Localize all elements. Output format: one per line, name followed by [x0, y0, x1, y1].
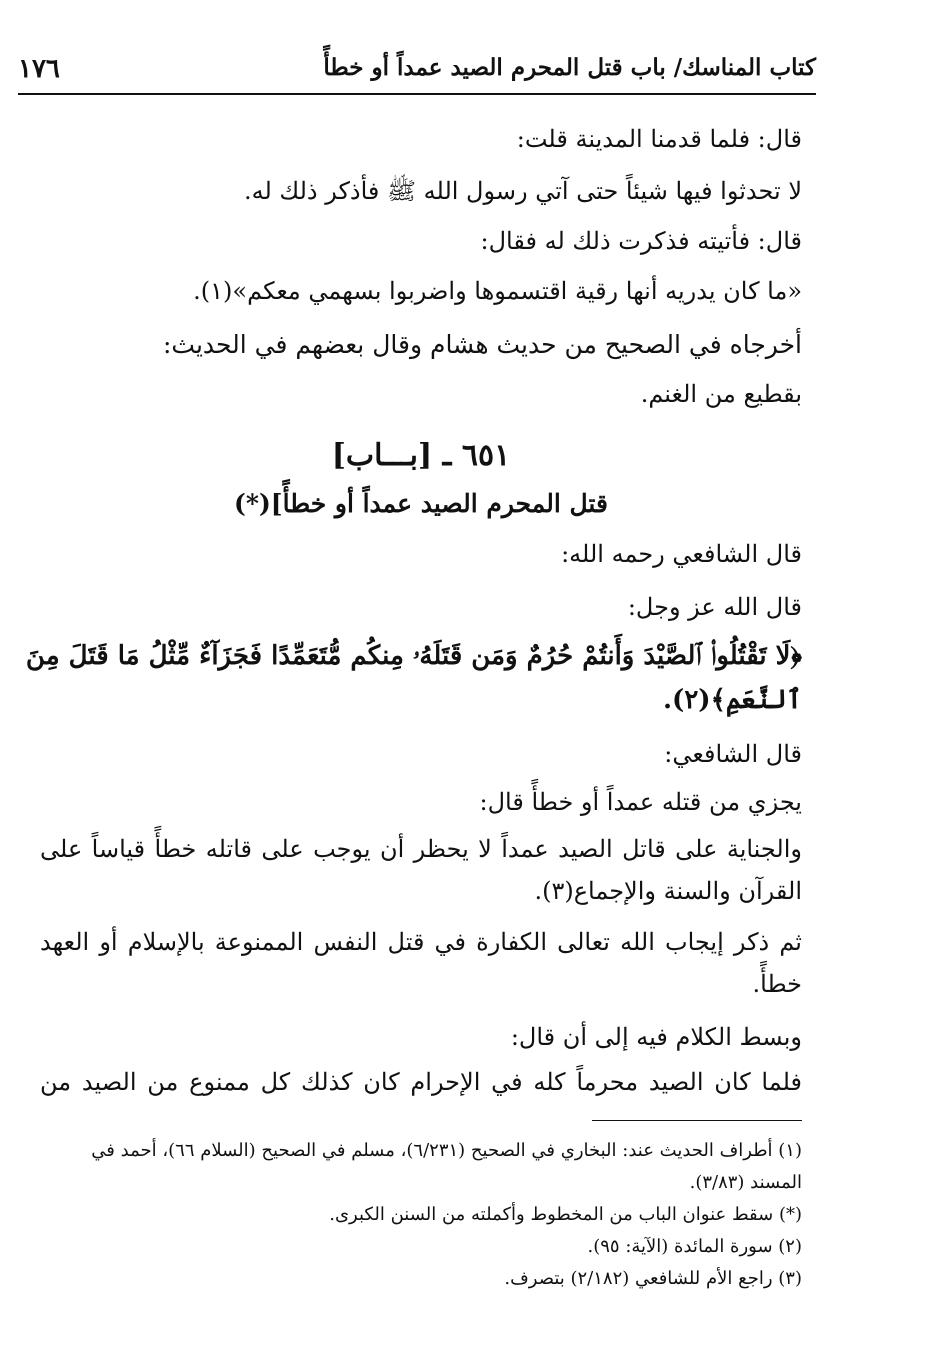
- paragraph-line: خطأً.: [752, 970, 802, 998]
- paragraph-line: القرآن والسنة والإجماع(٣).: [534, 877, 802, 905]
- page-number: ١٧٦: [18, 54, 60, 84]
- paragraph-line: لا تحدثوا فيها شيئاً حتى آتي رسول الله ﷺ فأذكر ذلك له.: [243, 177, 802, 205]
- paragraph-line: قال: فأتيته فذكرت ذلك له فقال:: [480, 227, 802, 255]
- paragraph-line: وبسط الكلام فيه إلى أن قال:: [510, 1023, 802, 1051]
- paragraph-line: قال الشافعي رحمه الله:: [561, 540, 802, 568]
- hadith-quote: «ما كان يدريه أنها رقية اقتسموها واضربوا بسهمي معكم»(١).: [193, 277, 802, 305]
- running-header: [18, 44, 816, 94]
- footnote: المسند (٣/٨٣).: [689, 1172, 802, 1193]
- header-rule: [18, 93, 816, 95]
- running-title: كتاب المناسك/ باب قتل المحرم الصيد عمداً أو خطأً: [323, 54, 816, 81]
- paragraph-line: قال: فلما قدمنا المدينة قلت:: [516, 125, 802, 153]
- footnote: (٢) سورة المائدة (الآية: ٩٥).: [587, 1236, 802, 1257]
- quran-verse-line: ٱلنَّعَمِ﴾(٢).: [662, 685, 802, 715]
- paragraph-line: ثم ذكر إيجاب الله تعالى الكفارة في قتل النفس الممنوعة بالإسلام أو العهد: [40, 928, 802, 956]
- paragraph-line: والجناية على قاتل الصيد عمداً لا يحظر أن يوجب على قاتله خطأً قياساً على: [40, 835, 802, 863]
- paragraph-line: يجزي من قتله عمداً أو خطأً قال:: [479, 788, 802, 816]
- footnote: (٣) راجع الأم للشافعي (٢/١٨٢) بتصرف.: [504, 1268, 802, 1289]
- paragraph-line: قال الله عز وجل:: [627, 593, 802, 621]
- chapter-title: قتل المحرم الصيد عمداً أو خطأً](*): [234, 489, 608, 518]
- footnote: (*) سقط عنوان الباب من المخطوط وأكملته من السنن الكبرى.: [329, 1204, 802, 1225]
- paragraph-line: أخرجاه في الصحيح من حديث هشام وقال بعضهم في الحديث:: [162, 330, 802, 359]
- paragraph-line: فلما كان الصيد محرماً كله في الإحرام كان كذلك كل ممنوع من الصيد من: [40, 1068, 803, 1096]
- chapter-number: ٦٥١ ـ [بـــاب]: [331, 438, 511, 473]
- quran-verse-line: ﴿لَا تَقْتُلُوا۟ ٱلصَّيْدَ وَأَنتُمْ حُرُمٌ وَمَن قَتَلَهُۥ مِنكُم مُّتَعَمِّدًا فَجَزَآءٌ مِّثْلُ مَا قَتَلَ مِنَ: [25, 641, 802, 671]
- footnote-rule: [592, 1120, 802, 1121]
- paragraph-line: قال الشافعي:: [664, 740, 802, 768]
- paragraph-line: بقطيع من الغنم.: [640, 380, 802, 408]
- footnote: (١) أطراف الحديث عند: البخاري في الصحيح (٦/٢٣١)، مسلم في الصحيح (السلام ٦٦)، أحمد في: [91, 1140, 802, 1161]
